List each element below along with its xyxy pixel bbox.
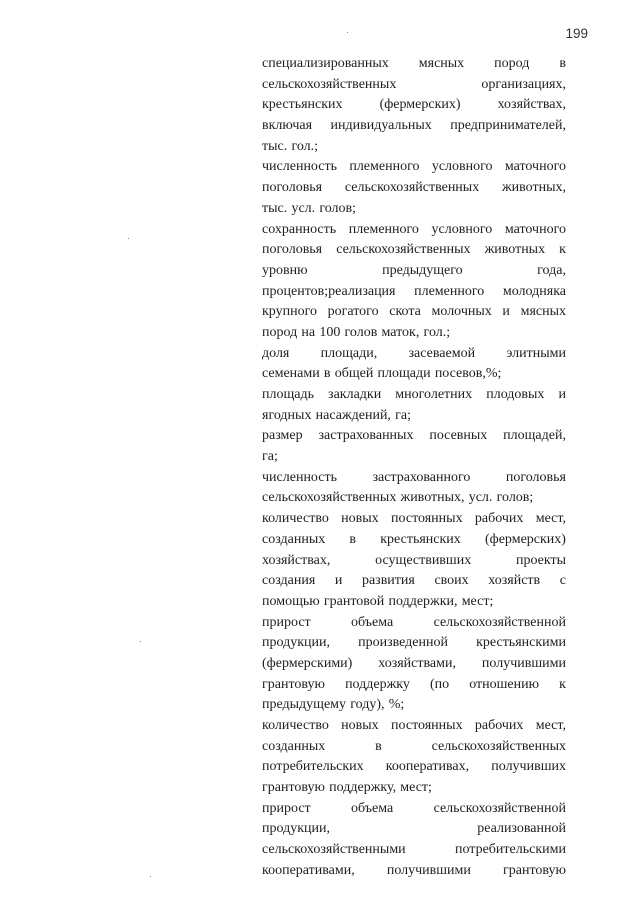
text-line: размер застрахованных посевных площадей,	[262, 428, 566, 444]
text-line: хозяйствах, осуществивших проекты	[262, 552, 566, 568]
text-line: грантовую поддержку (по отношению к	[262, 676, 566, 692]
text-line: потребительских кооперативах, получивших	[262, 759, 566, 775]
text-line: (фермерскими) хозяйствами, получившими	[262, 655, 566, 671]
text-line: пород на 100 голов маток, гол.;	[262, 324, 451, 340]
text-line: сельскохозяйственных животных, усл. голов;	[262, 490, 534, 506]
text-line: прирост объема сельскохозяйственной	[262, 800, 566, 816]
document-body-text	[262, 54, 566, 882]
text-line: сохранность племенного условного маточного	[262, 221, 566, 237]
text-line: прирост объема сельскохозяйственной	[262, 614, 566, 630]
text-line: га;	[262, 449, 278, 465]
text-line: созданных в крестьянских (фермерских)	[262, 531, 566, 547]
text-line: кооперативами, получившими грантовую	[262, 862, 566, 878]
text-line: ягодных насаждений, га;	[262, 407, 411, 423]
text-line: поголовья сельскохозяйственных животных к	[262, 242, 566, 258]
text-line: процентов;реализация племенного молодняка	[262, 283, 566, 299]
text-line: крупного рогатого скота молочных и мясных	[262, 304, 566, 320]
text-line: помощью грантовой поддержки, мест;	[262, 593, 494, 609]
text-line: грантовую поддержку, мест;	[262, 780, 432, 796]
text-line: тыс. усл. голов;	[262, 200, 357, 216]
text-line: включая индивидуальных предпринимателей,	[262, 118, 566, 134]
text-line: семенами в общей площади посевов,%;	[262, 366, 502, 382]
text-line: поголовья сельскохозяйственных животных,	[262, 180, 566, 196]
text-line: тыс. гол.;	[262, 138, 319, 154]
text-line: площадь закладки многолетних плодовых и	[262, 387, 566, 402]
text-line: сельскохозяйственных организациях,	[262, 76, 566, 92]
text-line: созданных в сельскохозяйственных	[262, 738, 566, 754]
text-line: уровню предыдущего года,	[262, 262, 566, 278]
text-line: доля площади, засеваемой элитными	[262, 345, 566, 361]
text-line: численность застрахованного поголовья	[262, 469, 566, 485]
text-line: количество новых постоянных рабочих мест,	[262, 511, 566, 527]
text-line: продукции, произведенной крестьянскими	[262, 635, 566, 651]
text-line: предыдущему году), %;	[262, 697, 405, 713]
text-line: специализированных мясных пород в	[262, 56, 566, 71]
text-line: продукции, реализованной	[262, 821, 566, 837]
text-line: количество новых постоянных рабочих мест,	[262, 718, 566, 733]
text-line: крестьянских (фермерских) хозяйствах,	[262, 97, 566, 113]
page-number: 199	[565, 26, 588, 41]
text-line: сельскохозяйственными потребительскими	[262, 842, 566, 858]
text-line: численность племенного условного маточного	[262, 159, 566, 175]
text-line: создания и развития своих хозяйств с	[262, 573, 566, 589]
